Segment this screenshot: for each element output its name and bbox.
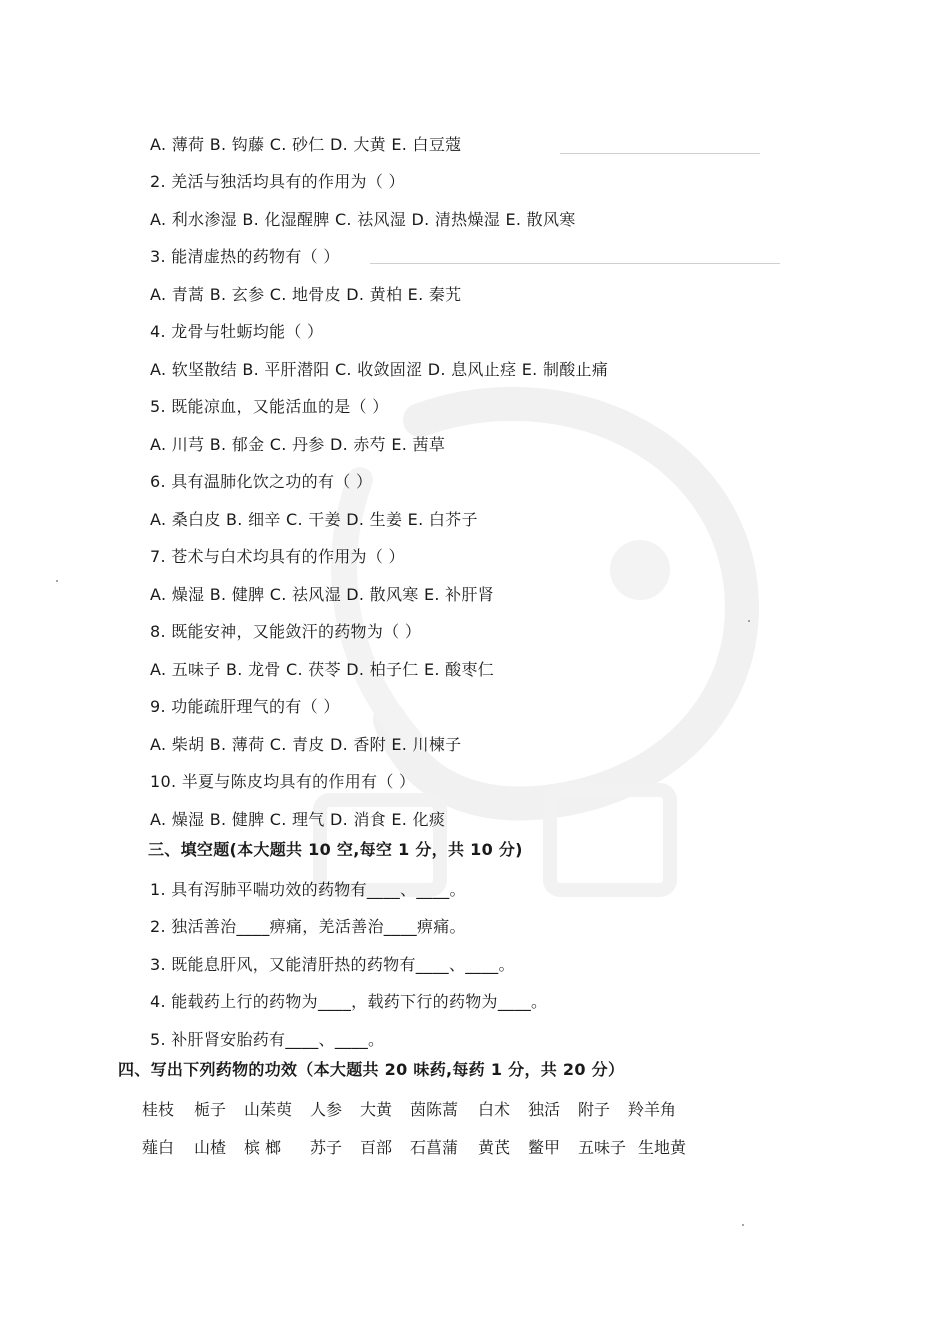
fill-item-5: 5. 补肝肾安胎药有____、____。	[150, 1030, 385, 1049]
question-2: 2. 羌活与独活均具有的作用为（ ）	[150, 172, 405, 191]
herb-name: 石菖蒲	[410, 1138, 459, 1157]
scan-speck	[742, 1224, 744, 1226]
fill-item-2: 2. 独活善治____痹痛，羌活善治____痹痛。	[150, 917, 466, 936]
question-9: 9. 功能疏肝理气的有（ ）	[150, 697, 340, 716]
options-q4: A. 软坚散结 B. 平肝潜阳 C. 收敛固涩 D. 息风止痉 E. 制酸止痛	[150, 360, 609, 379]
scan-mark	[560, 153, 760, 154]
herb-name: 薤白	[142, 1138, 175, 1157]
section-4-title: 四、写出下列药物的功效（本大题共 20 味药,每药 1 分，共 20 分）	[118, 1060, 625, 1079]
herb-name: 黄芪	[478, 1138, 511, 1157]
fill-item-4: 4. 能载药上行的药物为____，载药下行的药物为____。	[150, 992, 548, 1011]
herb-name: 栀子	[194, 1100, 227, 1119]
herb-name: 独活	[528, 1100, 561, 1119]
options-q5: A. 川芎 B. 郁金 C. 丹参 D. 赤芍 E. 茜草	[150, 435, 446, 454]
fill-item-1: 1. 具有泻肺平喘功效的药物有____、____。	[150, 880, 466, 899]
herb-name: 鳖甲	[528, 1138, 561, 1157]
options-q10: A. 燥湿 B. 健脾 C. 理气 D. 消食 E. 化痰	[150, 810, 446, 829]
options-q1: A. 薄荷 B. 钩藤 C. 砂仁 D. 大黄 E. 白豆蔻	[150, 135, 462, 154]
herb-name: 桂枝	[142, 1100, 175, 1119]
herb-name: 白术	[478, 1100, 511, 1119]
question-3: 3. 能清虚热的药物有（ ）	[150, 247, 340, 266]
fill-item-3: 3. 既能息肝风，又能清肝热的药物有____、____。	[150, 955, 515, 974]
herb-name: 附子	[578, 1100, 611, 1119]
herb-name: 山楂	[194, 1138, 227, 1157]
scan-speck	[748, 620, 750, 622]
herb-name: 羚羊角	[628, 1100, 677, 1119]
scan-speck	[56, 580, 58, 582]
options-q6: A. 桑白皮 B. 细辛 C. 干姜 D. 生姜 E. 白芥子	[150, 510, 478, 529]
herb-name: 百部	[360, 1138, 393, 1157]
herb-name: 大黄	[360, 1100, 393, 1119]
options-q3: A. 青蒿 B. 玄参 C. 地骨皮 D. 黄柏 E. 秦艽	[150, 285, 462, 304]
section-3-title: 三、填空题(本大题共 10 空,每空 1 分，共 10 分)	[148, 840, 523, 859]
question-7: 7. 苍术与白术均具有的作用为（ ）	[150, 547, 405, 566]
herb-name: 五味子	[578, 1138, 627, 1157]
herb-name: 生地黄	[638, 1138, 687, 1157]
herb-name: 苏子	[310, 1138, 343, 1157]
scan-mark	[370, 263, 780, 264]
options-q7: A. 燥湿 B. 健脾 C. 祛风湿 D. 散风寒 E. 补肝肾	[150, 585, 495, 604]
question-5: 5. 既能凉血，又能活血的是（ ）	[150, 397, 389, 416]
question-4: 4. 龙骨与牡蛎均能（ ）	[150, 322, 324, 341]
options-q8: A. 五味子 B. 龙骨 C. 茯苓 D. 柏子仁 E. 酸枣仁	[150, 660, 495, 679]
herb-name: 山茱萸	[244, 1100, 293, 1119]
herb-name: 槟 榔	[244, 1138, 282, 1157]
question-6: 6. 具有温肺化饮之功的有（ ）	[150, 472, 373, 491]
options-q9: A. 柴胡 B. 薄荷 C. 青皮 D. 香附 E. 川楝子	[150, 735, 462, 754]
herb-name: 人参	[310, 1100, 343, 1119]
question-8: 8. 既能安神，又能敛汗的药物为（ ）	[150, 622, 422, 641]
question-10: 10. 半夏与陈皮均具有的作用有（ ）	[150, 772, 416, 791]
options-q2: A. 利水渗湿 B. 化湿醒脾 C. 祛风湿 D. 清热燥湿 E. 散风寒	[150, 210, 576, 229]
herb-name: 茵陈蒿	[410, 1100, 459, 1119]
